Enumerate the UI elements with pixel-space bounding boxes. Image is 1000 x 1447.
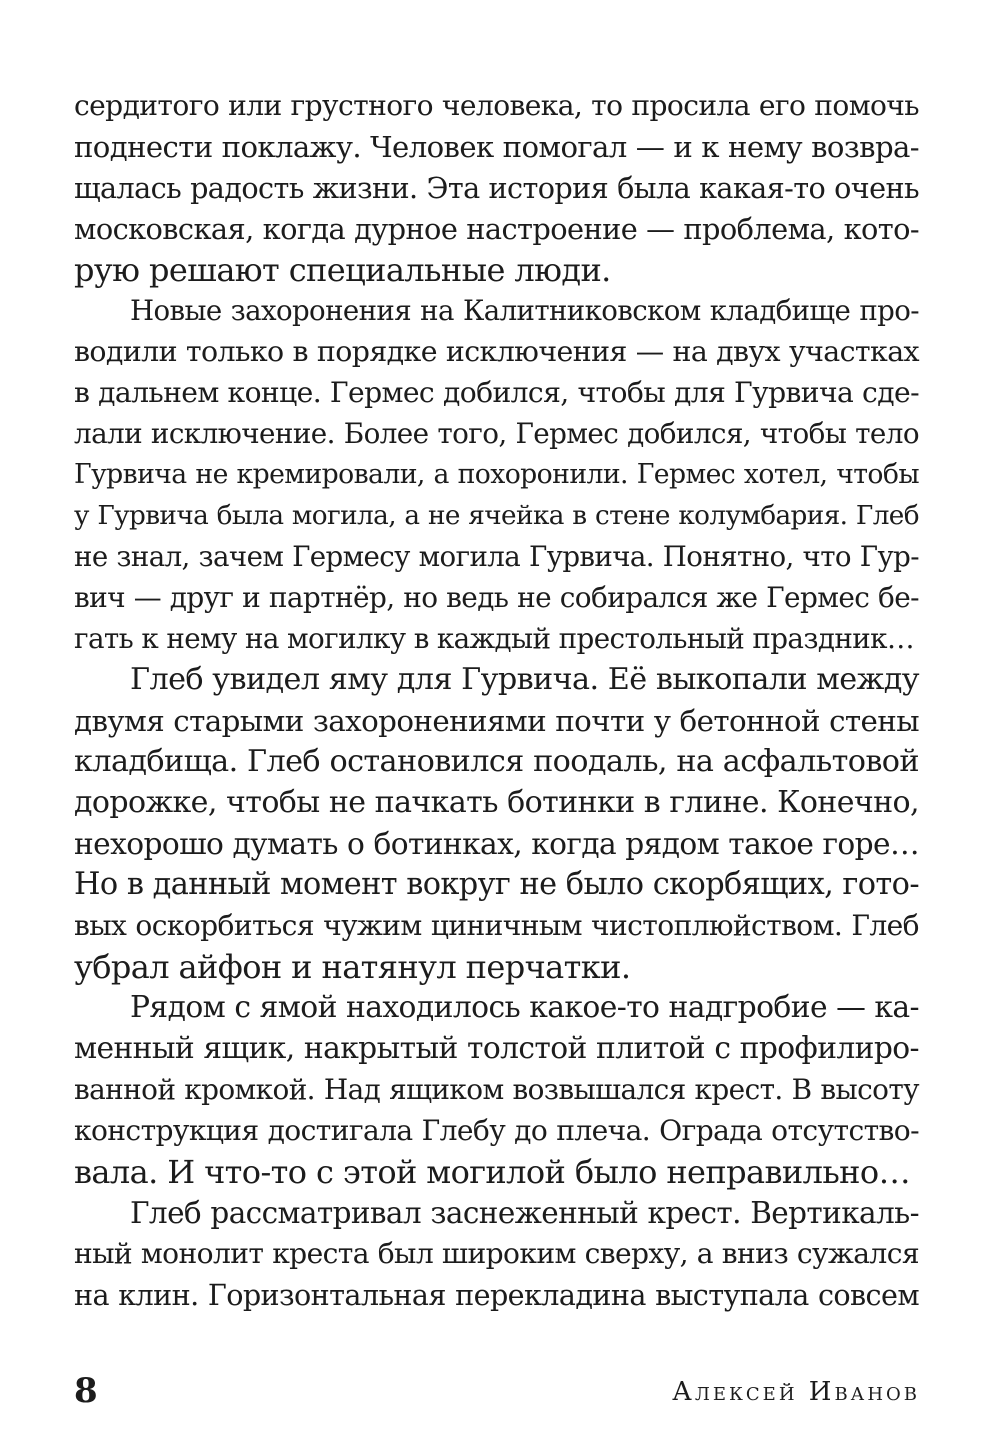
text-line: щалась радость жизни. Эта история была какая-то очень	[74, 171, 919, 205]
paragraph-first-line: Глеб рассматривал заснеженный крест. Вертикаль-	[130, 1196, 919, 1230]
paragraph-first-line: Рядом с ямой находилось какое-то надгробие — ка-	[130, 990, 919, 1025]
text-line: гать к нему на могилку в каждый престольный праздник…	[74, 622, 915, 655]
page-number: 8	[74, 1371, 98, 1411]
text-line: сердитого или грустного человека, то просила его помочь	[74, 89, 919, 122]
text-line: вых оскорбиться чужим циничным чистоплюйством. Глеб	[74, 909, 919, 942]
text-line: дорожке, чтобы не пачкать ботинки в глине. Конечно,	[74, 785, 919, 820]
text-line: Гурвича не кремировали, а похоронили. Гермес хотел, чтобы	[74, 459, 919, 490]
text-line: вич — друг и партнёр, но ведь не собирался же Гермес бе-	[74, 581, 919, 614]
text-line: ванной кромкой. Над ящиком возвышался крест. В высоту	[74, 1073, 919, 1106]
text-line: вала. И что-то с этой могилой было неправильно…	[74, 1153, 910, 1191]
text-line: ный монолит креста был широким сверху, а вниз сужался	[74, 1237, 919, 1270]
text-line: конструкция достигала Глебу до плеча. Ограда отсутство-	[74, 1114, 919, 1147]
text-line: менный ящик, накрытый толстой плитой с профилиро-	[74, 1031, 919, 1066]
paragraph-first-line: Новые захоронения на Калитниковском кладбище про-	[130, 294, 919, 327]
text-line: на клин. Горизонтальная перекладина выступала совсем	[74, 1278, 919, 1312]
text-line: кладбища. Глеб остановился поодаль, на асфальтовой	[74, 744, 919, 779]
text-line: в дальнем конце. Гермес добился, чтобы для Гурвича сде-	[74, 376, 919, 409]
text-line: убрал айфон и натянул перчатки.	[74, 948, 631, 986]
text-line: московская, когда дурное настроение — проблема, кото-	[74, 212, 919, 246]
text-line: Но в данный момент вокруг не было скорбящих, гото-	[74, 867, 919, 902]
text-line: не знал, зачем Гермесу могила Гурвича. Понятно, что Гур-	[74, 540, 919, 573]
text-line: водили только в порядке исключения — на двух участках	[74, 335, 919, 368]
text-line: рую решают специальные люди.	[74, 251, 611, 289]
paragraph-first-line: Глеб увидел яму для Гурвича. Её выкопали между	[130, 662, 919, 697]
text-line: нехорошо думать о ботинках, когда рядом такое горе…	[74, 826, 919, 861]
text-line: поднести поклажу. Человек помогал — и к нему возвра-	[74, 130, 919, 164]
text-line: двумя старыми захоронениями почти у бетонной стены	[74, 704, 919, 738]
text-line: у Гурвича была могила, а не ячейка в стене колумбария. Глеб	[74, 501, 919, 531]
running-footer-author: Алексей Иванов	[672, 1377, 920, 1407]
text-line: лали исключение. Более того, Гермес добился, чтобы тело	[74, 417, 919, 450]
